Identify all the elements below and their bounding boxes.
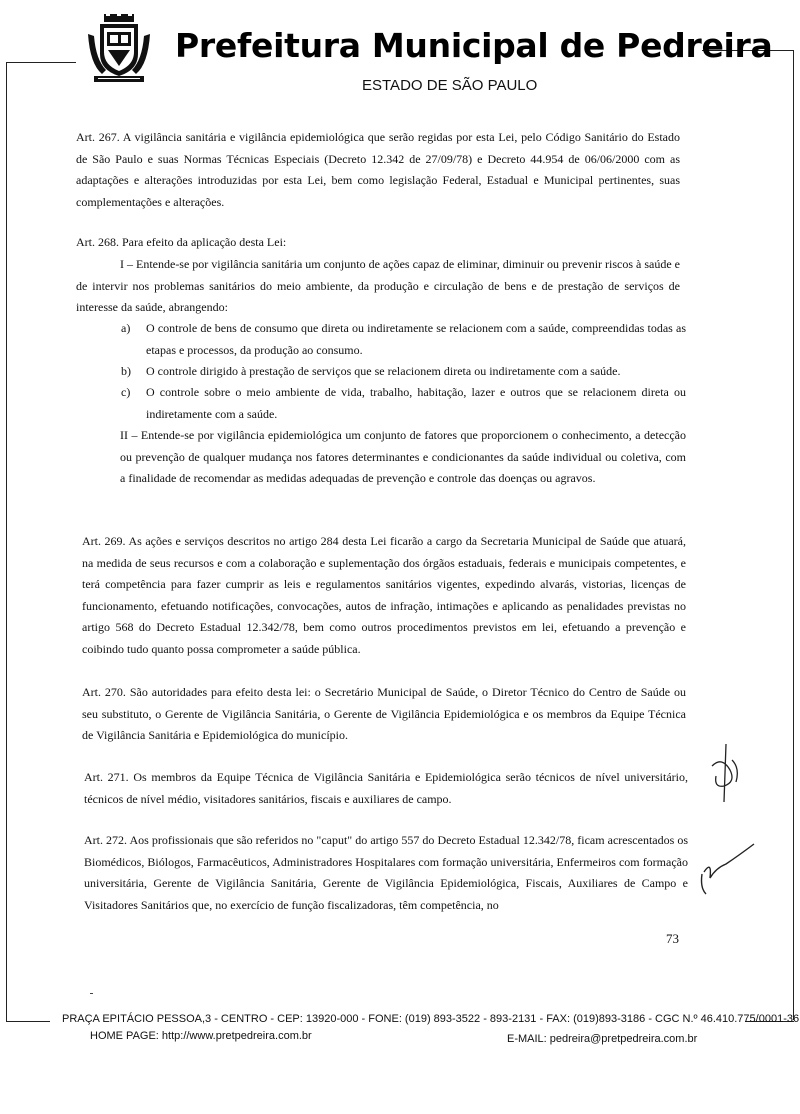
frame-bottom-left-line	[6, 1021, 50, 1022]
list-item	[121, 382, 686, 425]
article-271: Art. 271. Os membros da Equipe Técnica de Vigilância Sanitária e Epidemiológica serão técnicos de nível universitário, técnicos de nível médio, visitadores sanitários, fiscais e auxiliares de campo.	[84, 770, 688, 806]
municipal-crest-icon	[86, 14, 152, 88]
scan-mark	[90, 993, 93, 994]
list-item-label: a)	[121, 321, 131, 335]
article-267: Art. 267. A vigilância sanitária e vigilância epidemiológica que serão regidas por esta Lei, pelo Código Sanitário do Estado de São Paulo e suas Normas Técnicas Especiais (Decreto 12.342 de 27/09/78) e Decreto 44.954 de 06/06/2000 com as adaptações e alterações introduzidas por esta Lei, bem como legislação Federal, Estadual e Municipal pertinentes, suas complementações e alterações.	[76, 130, 680, 209]
article-272: Art. 272. Aos profissionais que são referidos no "caput" do artigo 557 do Decreto Estadual 12.342/78, ficam acrescentados os Biomédicos, Biólogos, Farmacêuticos, Administradores Hospitalares com formação universitária, Enfermeiros com formação universitária, Gerente de Vigilância Sanitária, Gerente de Vigilância Epidemiológica, Fiscais, Auxiliares de Campo e Visitadores Sanitários que, no exercício de função fiscalizadoras, têm competência, no	[84, 833, 688, 912]
article-269: Art. 269. As ações e serviços descritos no artigo 284 desta Lei ficarão a cargo da Secretaria Municipal de Saúde que atuará, na medida de seus recursos e com a colaboração e suplementação dos órgãos estaduais, federais e municipais competentes, e terá competência para fazer cumprir as leis e regulamentos sanitários vigentes, expedindo alvarás, vistorias, licenças de funcionamento, efetuando notificações, convocações, autos de infração, intimações e aplicando as penalidades previstas no artigo 568 do Decreto Estadual 12.342/78, bem como outros procedimentos previstos em lei, efetuando a prevenção e coibindo tudo quanto possa comprometer a saúde pública.	[82, 534, 686, 656]
article-268-clause-ii: II – Entende-se por vigilância epidemiológica um conjunto de fatores que proporcionem o conhecimento, a detecção ou prevenção de qualquer mudança nos fatores determinantes e condicionantes da saúde individual ou coletiva, com a finalidade de recomendar as medidas adequadas de prevenção e controle das doenças ou agravos.	[120, 428, 686, 485]
frame-left-line	[6, 62, 7, 1022]
list-item-text: O controle de bens de consumo que direta ou indiretamente se relacionem com a saúde, compreendidas todas as etapas e processos, da produção ao consumo.	[146, 321, 686, 357]
initials-signature-icon	[700, 742, 750, 804]
page-subtitle: ESTADO DE SÃO PAULO	[362, 77, 538, 94]
page-title: Prefeitura Municipal de Pedreira	[175, 26, 773, 65]
handwritten-signature-icon	[696, 838, 756, 896]
list-item	[121, 318, 686, 361]
footer-address: PRAÇA EPITÁCIO PESSOA,3 - CENTRO - CEP: 13920-000 - FONE: (019) 893-3522 - 893-2131 - FAX: (019)893-3186 - CGC N.º 46.410.775/0001-36	[62, 1013, 800, 1025]
article-268-clause-i: I – Entende-se por vigilância sanitária um conjunto de ações capaz de eliminar, diminuir ou prevenir riscos à saúde e de intervir nos problemas sanitários do meio ambiente, da produção e circulação de bens e de prestação de serviços de interesse da saúde, abrangendo:	[76, 257, 680, 314]
frame-top-left-line	[6, 62, 76, 63]
list-item-label: c)	[121, 385, 131, 399]
article-270: Art. 270. São autoridades para efeito desta lei: o Secretário Municipal de Saúde, o Diretor Técnico do Centro de Saúde ou seu substituto, o Gerente de Vigilância Sanitária, o Gerente de Vigilância Epidemiológica e os membros da Equipe Técnica de Vigilância Sanitária e Epidemiológica do município.	[82, 685, 686, 742]
list-item-text: O controle sobre o meio ambiente de vida, trabalho, habitação, lazer e outros que se relacionem direta ou indiretamente com a saúde.	[146, 385, 686, 421]
list-item	[121, 361, 686, 383]
list-item-label: b)	[121, 364, 131, 378]
footer-email: E-MAIL: pedreira@pretpedreira.com.br	[507, 1033, 698, 1045]
page-number: 73	[666, 931, 679, 946]
article-268-heading: Art. 268. Para efeito da aplicação desta Lei:	[76, 235, 287, 249]
footer-homepage: HOME PAGE: http://www.pretpedreira.com.br	[90, 1030, 312, 1042]
list-item-text: O controle dirigido à prestação de serviços que se relacionem direta ou indiretamente com a saúde.	[146, 364, 621, 378]
frame-right-line	[793, 50, 794, 1020]
